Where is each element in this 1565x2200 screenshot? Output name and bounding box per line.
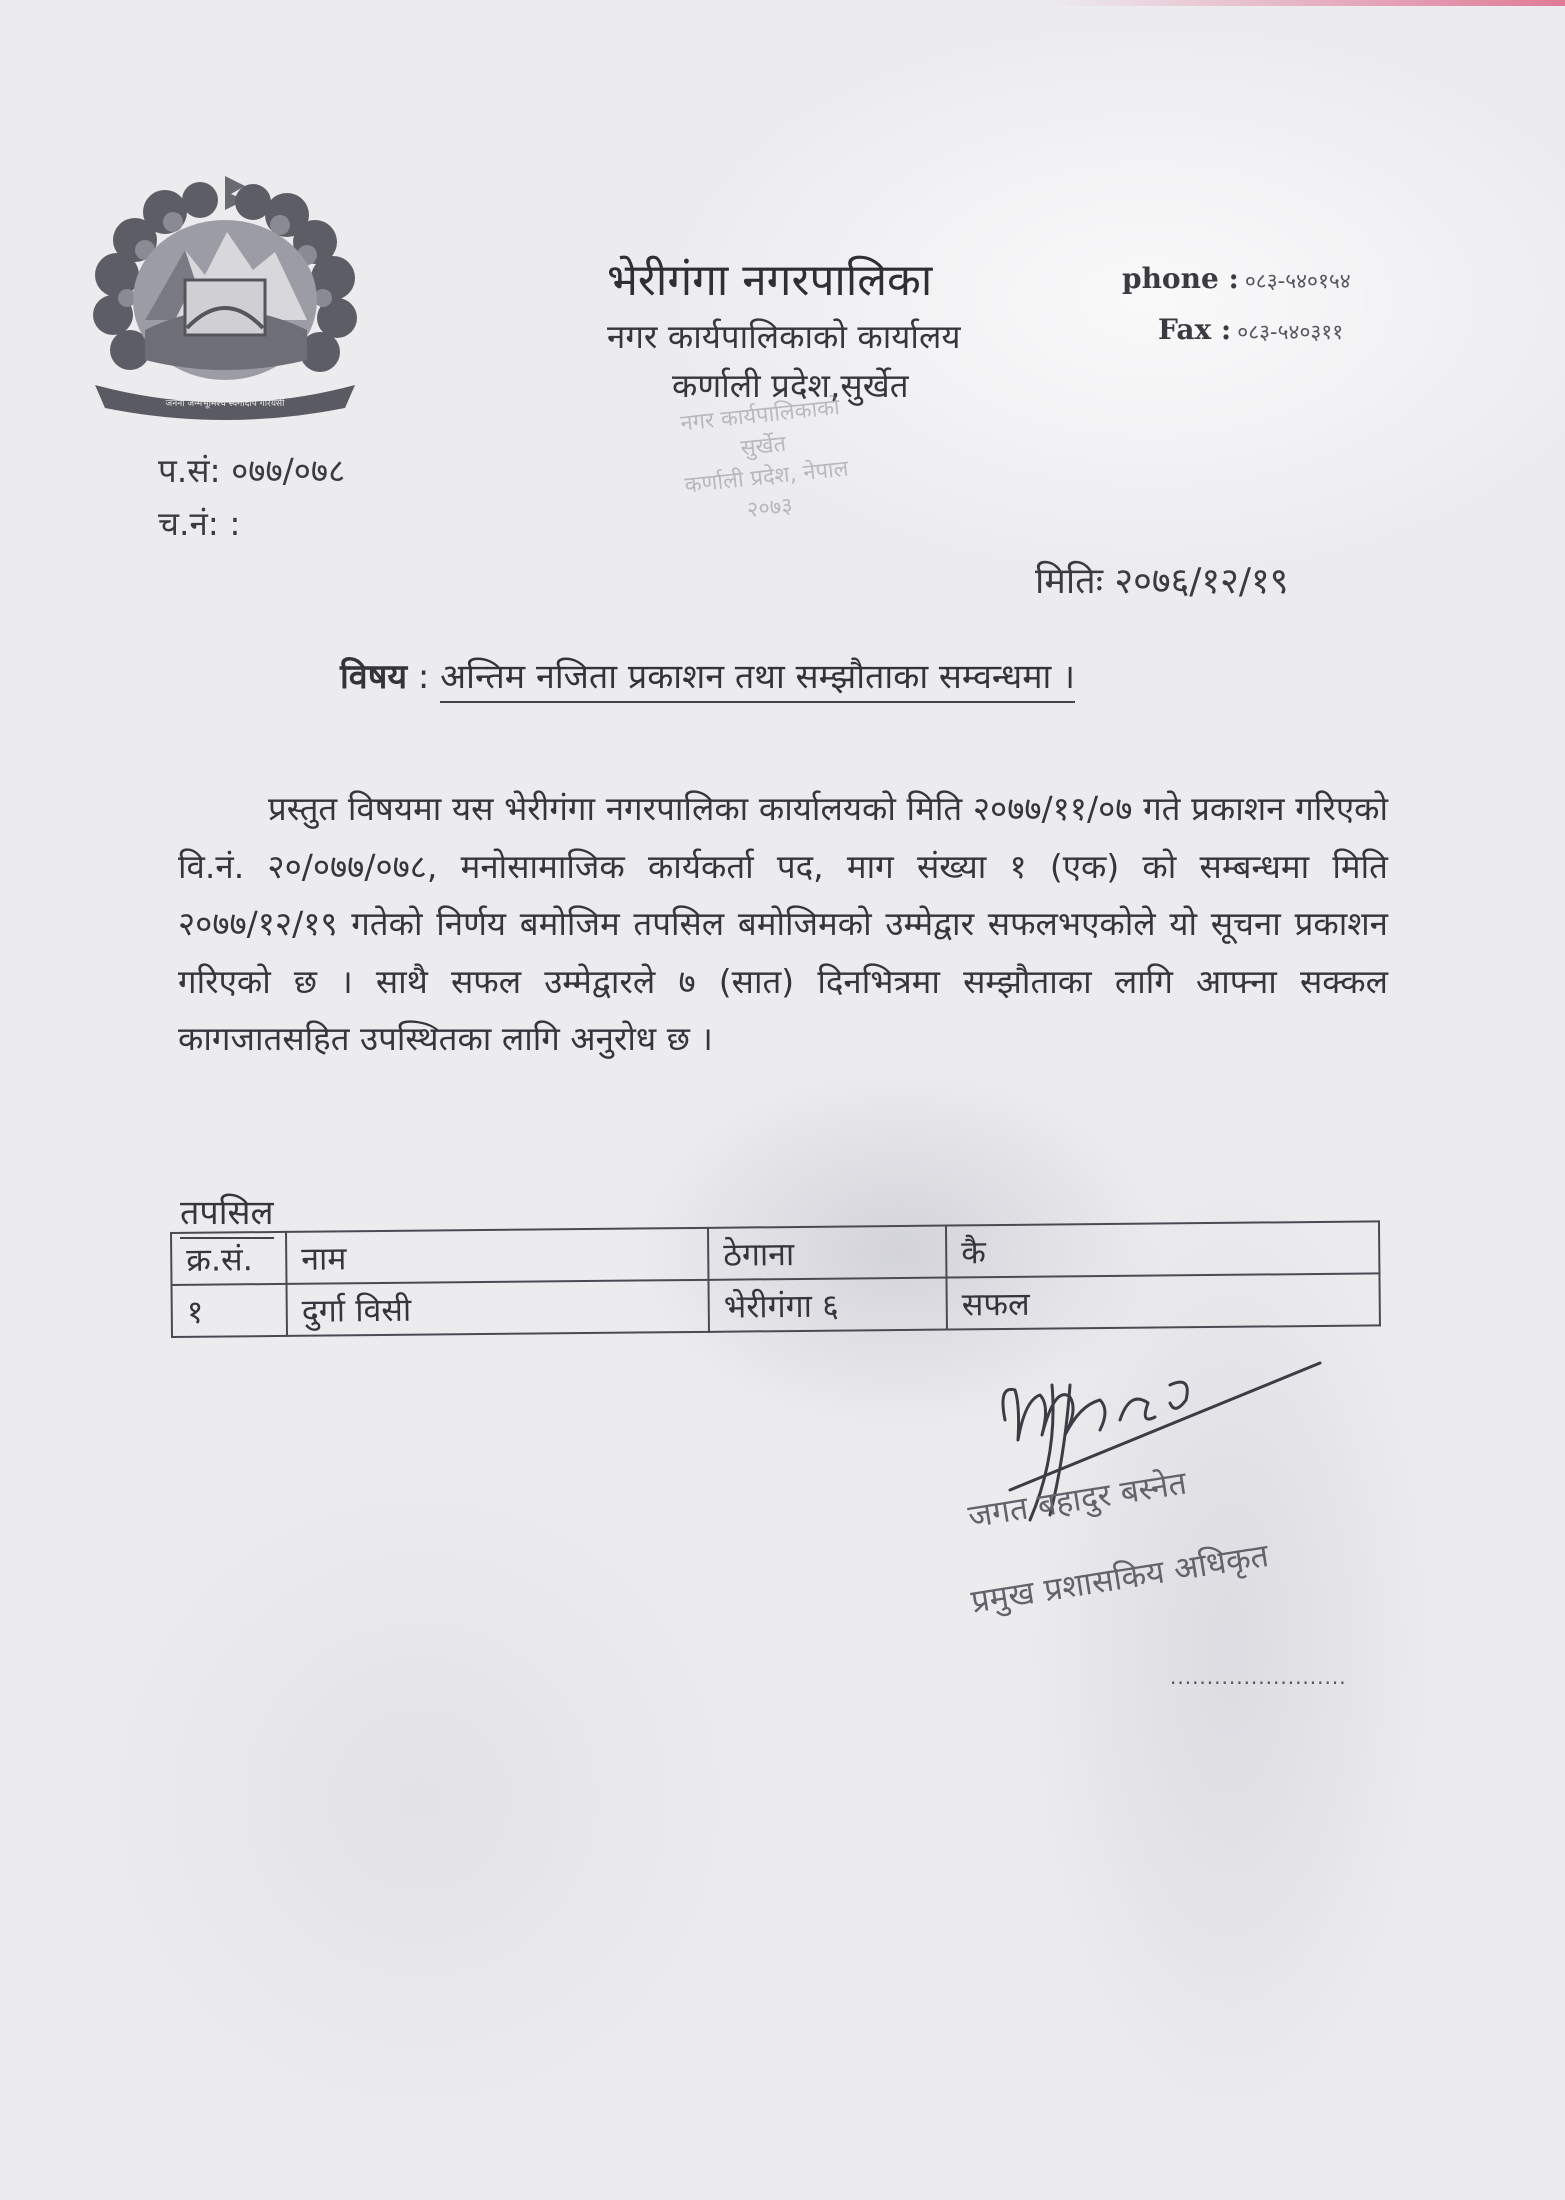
svg-text:जननी जन्मभूमिश्च स्वर्गादपि गर: जननी जन्मभूमिश्च स्वर्गादपि गरियसी — [165, 399, 285, 409]
column-header: कै — [946, 1221, 1379, 1277]
letter-date: मितिः २०७६/१२/१९ — [1035, 561, 1289, 602]
office-name: नगर कार्यपालिकाको कार्यालय — [607, 317, 961, 356]
dispatch-number: च.नं: : — [158, 504, 241, 543]
column-header: क्र.सं. — [171, 1232, 286, 1285]
province-name: कर्णाली प्रदेश,सुर्खेत — [672, 366, 909, 405]
fax-contact — [1158, 313, 1343, 346]
stamp-line: नगर कार्यपालिकाको — [679, 394, 841, 437]
phone-value: ०८३-५४०१५४ — [1244, 269, 1351, 293]
column-header: ठेगाना — [708, 1226, 946, 1280]
organization-name: भेरीगंगा नगरपालिका — [607, 255, 933, 306]
stamp-line: कर्णाली प्रदेश, नेपाल — [683, 456, 850, 499]
annex-title: तपसिल — [180, 1188, 274, 1239]
subject-text: अन्तिम नजिता प्रकाशन तथा सम्झौताका सम्वन्धमा । — [440, 657, 1075, 703]
office-stamp — [644, 388, 886, 535]
annex-table — [170, 1220, 1381, 1338]
phone-contact — [1122, 262, 1351, 295]
subject-label: विषय — [340, 657, 408, 697]
table-row — [172, 1273, 1380, 1337]
stamp-line: २०७३ — [745, 493, 794, 524]
signatory-name: जगत बहादुर बस्नेत — [965, 1463, 1190, 1536]
fax-label: Fax : — [1158, 313, 1232, 346]
subject-line — [340, 652, 1075, 698]
phone-label: phone : — [1122, 262, 1239, 295]
fax-value: ०८३-५४०३११ — [1237, 320, 1344, 344]
dotted-line: ........................ — [1170, 1665, 1347, 1689]
column-header: नाम — [286, 1228, 708, 1284]
nepal-emblem-icon — [75, 170, 375, 420]
signatory-title: प्रमुख प्रशासकिय अधिकृत — [968, 1535, 1272, 1621]
table-cell: दुर्गा विसी — [287, 1280, 709, 1336]
table-cell: १ — [172, 1284, 287, 1337]
subject-separator: : — [407, 657, 441, 697]
stamp-line: सुर्खेत — [739, 431, 788, 462]
reference-number: प.सं: ०७७/०७८ — [158, 451, 346, 490]
table-cell: भेरीगंगा ६ — [708, 1278, 946, 1332]
table-cell: सफल — [946, 1273, 1379, 1329]
paper-edge-shadow — [1045, 0, 1565, 6]
body-paragraph: प्रस्तुत विषयमा यस भेरीगंगा नगरपालिका कार्यालयको मिति २०७७/११/०७ गते प्रकाशन गरिएको वि.नं. २०/०७७/०७८, मनोसामाजिक कार्यकर्ता पद, माग संख्या १ (एक) को सम्बन्धमा मिति २०७७/१२/१९ गतेको निर्णय बमोजिम तपसिल बमोजिमको उम्मेद्वार सफलभएकोले यो सूचना प्रकाशन गरिएको छ । साथै सफल उम्मेद्वारले ७ (सात) दिनभित्रमा सम्झौताका लागि आफ्ना सक्कल कागजातसहित उपस्थितका लागि अनुरोध छ । — [178, 789, 1388, 1058]
